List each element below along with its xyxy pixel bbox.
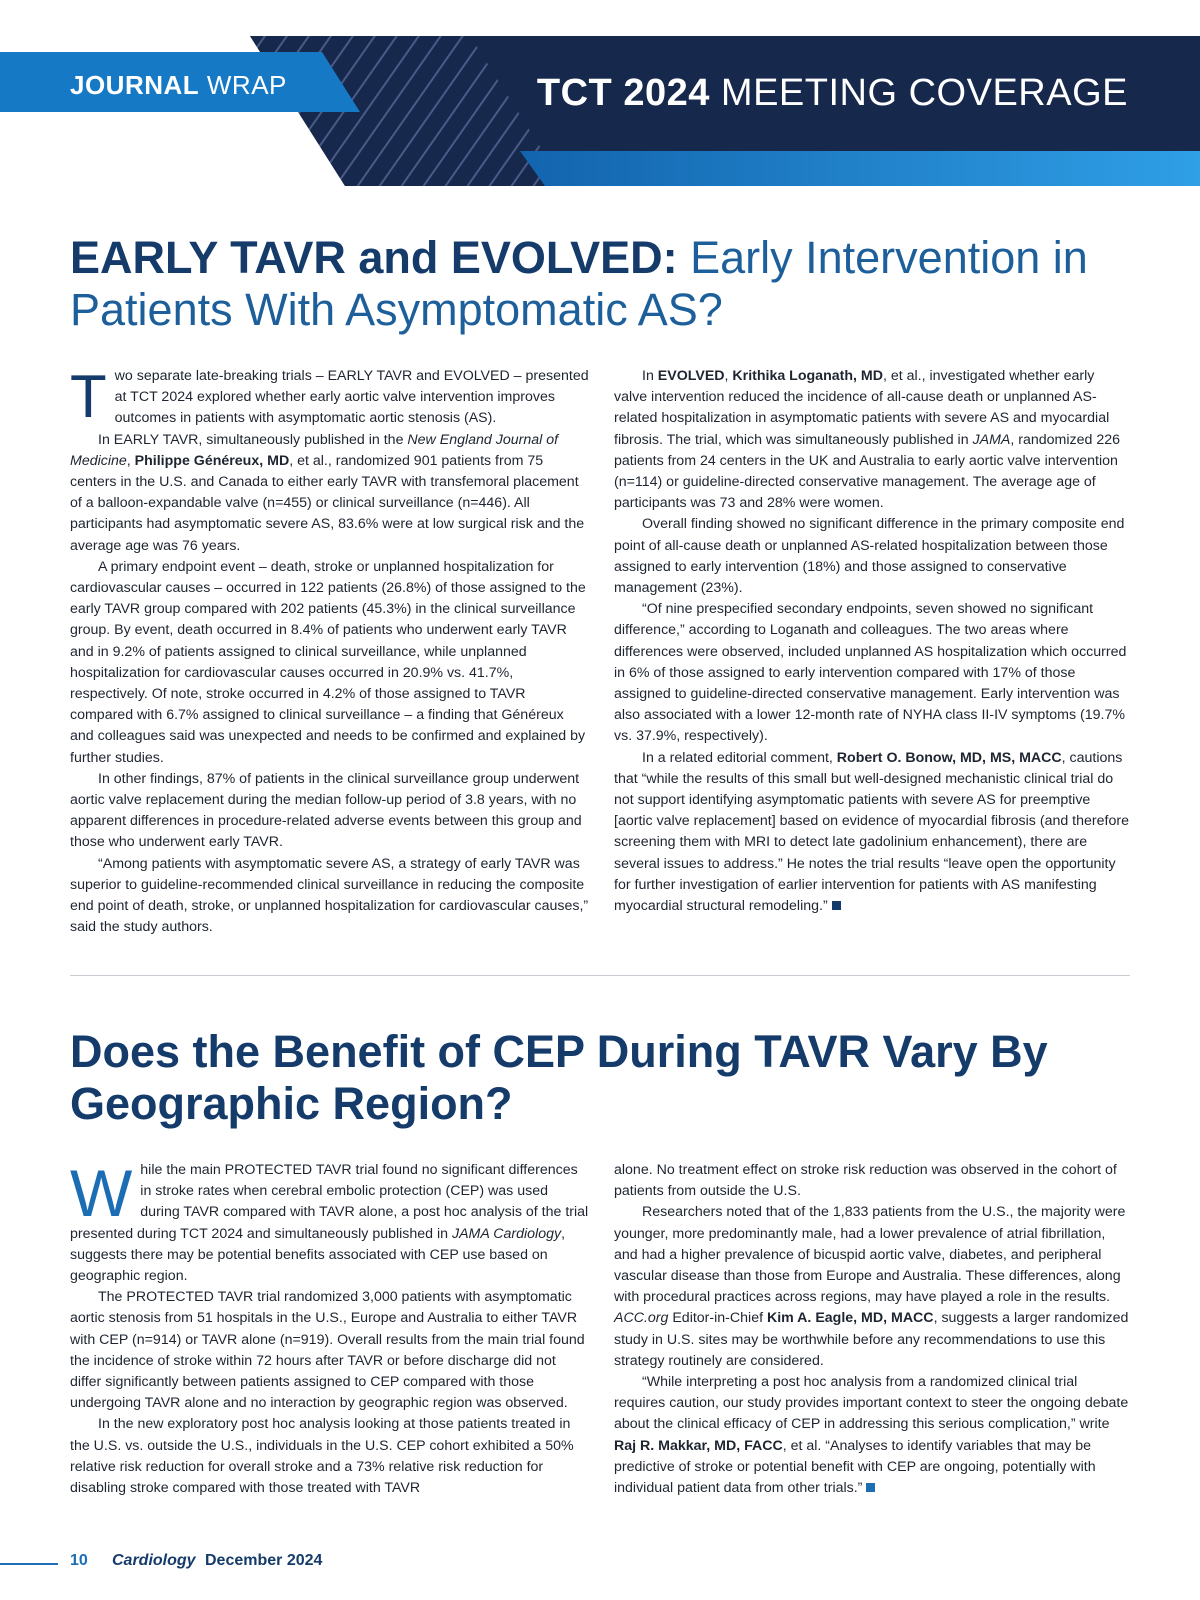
end-mark-icon (866, 1483, 875, 1492)
drop-cap: W (70, 1156, 133, 1230)
article1-paragraph: In other findings, 87% of patients in the clinical surveillance group underwent aortic valve replacement during the median follow-up period of 3.8 years, with no apparent differences in procedure-related adverse events between this group and those who underwent early TAVR. (70, 770, 582, 851)
article1-paragraph: “Of nine prespecified secondary endpoints, seven showed no significant difference,” according to Loganath and colleagues. The two areas where differences were observed, included unplanned AS hospitalization which occurred in 6% of those assigned to early intervention compared with 17% of those assigned to guideline-directed conservative management. Early intervention was also associated with a lower 12-month rate of NYHA class II-IV symptoms (19.7% vs. 37.9%, respectively). (614, 601, 1127, 745)
article2-paragraph: Researchers noted that of the 1,833 patients from the U.S., the majority were younger, more predominantly male, had a lower prevalence of atrial fibrillation, and had a higher prevalence of bicuspid aortic valve, diabetes, and peripheral vascular disease than those from Europe and Australia. These differences, along with procedural practices across regions, may have played a role in the results. ACC.org Editor-in-Chief Kim A. Eagle, MD, MACC, suggests a larger randomized study in U.S. sites may be worthwhile before any recommendations to use this strategy routinely are considered. (614, 1204, 1129, 1369)
section-label: JOURNAL WRAP (70, 70, 287, 100)
section-divider (70, 975, 1130, 976)
article1-paragraph: Overall finding showed no significant difference in the primary composite end point of all-cause death or unplanned AS-related hospitalization between those assigned to early intervention (18%) and those assigned to conservative management (23%). (614, 516, 1125, 597)
coverage-label: TCT 2024 MEETING COVERAGE (536, 72, 1128, 114)
article2-paragraph: In the new exploratory post hoc analysis looking at those patients treated in the U.S. vs. outside the U.S., individuals in the U.S. CEP cohort exhibited a 50% relative risk reduction for overall stroke and a 73% relative risk reduction for disabling stroke compared with those treated with TAVR (70, 1416, 574, 1497)
article1-paragraph: A primary endpoint event – death, stroke or unplanned hospitalization for cardiovascular causes – occurred in 122 patients (26.8%) of those assigned to the early TAVR group compared with 202 patients (45.3%) in the clinical surveillance group. By event, death occurred in 8.4% of patients who underwent early TAVR and in 9.2% of patients assigned to clinical surveillance, while unplanned hospitalization for cardiovascular causes occurred in 20.9% vs. 41.7%, respectively. Of note, stroke occurred in 4.2% of those assigned to TAVR compared with 6.7% assigned to clinical surveillance – a finding that Généreux and colleagues said was unexpected and needs to be confirmed and explained by further studies. (70, 558, 586, 766)
article1-paragraph: In EVOLVED, Krithika Loganath, MD, et al., investigated whether early valve intervention reduced the incidence of all-cause death or unplanned AS-related hospitalization in asymptomatic patients with severe AS and myocardial fibrosis. The trial, which was simultaneously published in JAMA, randomized 226 patients from 24 centers in the UK and Australia to early aortic valve intervention (n=114) or guideline-directed conservative management. The average age of participants was 73 and 28% were women. (614, 368, 1121, 512)
footer-rule (0, 1563, 58, 1565)
article1-paragraph: “Among patients with asymptomatic severe AS, a strategy of early TAVR was superior to guideline-recommended clinical surveillance in reducing the composite end point of death, stroke, or unplanned hospitalization for cardiovascular causes,” said the study authors. (70, 855, 589, 936)
article2-column-right (614, 1160, 1130, 1499)
article2-paragraph: While the main PROTECTED TAVR trial found no significant differences in stroke rates when cerebral embolic protection (CEP) was used during TAVR compared with TAVR alone, a post hoc analysis of the trial presented during TCT 2024 and simultaneously published in JAMA Cardiology, suggests there may be potential benefits associated with CEP use based on geographic region. (70, 1156, 589, 1285)
page-footer (0, 1552, 600, 1576)
drop-cap: T (70, 363, 107, 430)
article2-paragraph: “While interpreting a post hoc analysis from a randomized clinical trial requires caution, our study provides important context to steer the ongoing debate about the clinical efficacy of CEP in addressing this serious complication,” write Raj R. Makkar, MD, FACC, et al. “Analyses to identify variables that may be predictive of stroke or potential benefit with CEP are ongoing, potentially with individual patient data from other trials.” (614, 1374, 1129, 1497)
article1-paragraph: In a related editorial comment, Robert O. Bonow, MD, MS, MACC, cautions that “while the results of this small but well-designed mechanistic clinical trial do not support identifying asymptomatic patients with severe AS for preemptive [aortic valve replacement] based on evidence of myocardial fibrosis (and therefore screening them with MRI to detect late gadolinium enhancement), there are several issues to address.” He notes the trial results “leave open the opportunity for further investigation of earlier intervention for patients with AS manifesting myocardial structural remodeling.” (614, 749, 1129, 915)
article2-title: Does the Benefit of CEP During TAVR Vary By Geographic Region? (70, 1026, 1048, 1129)
page-number: 10 (70, 1552, 88, 1569)
publication-name: Cardiology (112, 1552, 196, 1569)
article1-paragraph: In EARLY TAVR, simultaneously published in the New England Journal of Medicine, Philippe Généreux, MD, et al., randomized 901 patients from 75 centers in the U.S. and Canada to either early TAVR with transfemoral placement of a balloon-expandable valve (n=455) or clinical surveillance (n=446). All participants had asymptomatic severe AS, 83.6% were at low surgical risk and the average age was 76 years. (70, 431, 585, 554)
article2-column-left (70, 1156, 590, 1499)
article1-title: EARLY TAVR and EVOLVED: Early Intervention in Patients With Asymptomatic AS? (70, 232, 1088, 335)
article1-column-right (614, 366, 1130, 917)
issue-date: December 2024 (205, 1552, 323, 1569)
end-mark-icon (832, 901, 841, 910)
article1-column-left (70, 363, 590, 938)
article1-paragraph: Two separate late-breaking trials – EARLY TAVR and EVOLVED – presented at TCT 2024 explored whether early aortic valve intervention improves outcomes in patients with asymptomatic aortic stenosis (AS). (70, 363, 589, 430)
article2-paragraph: alone. No treatment effect on stroke risk reduction was observed in the cohort of patients from outside the U.S. (614, 1162, 1117, 1200)
article2-paragraph: The PROTECTED TAVR trial randomized 3,000 patients with asymptomatic aortic stenosis from 51 hospitals in the U.S., Europe and Australia to either TAVR with CEP (n=914) or TAVR alone (n=919). Overall results from the main trial found the incidence of stroke within 72 hours after TAVR or before discharge did not differ significantly between patients assigned to CEP compared with those undergoing TAVR alone and no interaction by geographic region was observed. (70, 1289, 585, 1412)
